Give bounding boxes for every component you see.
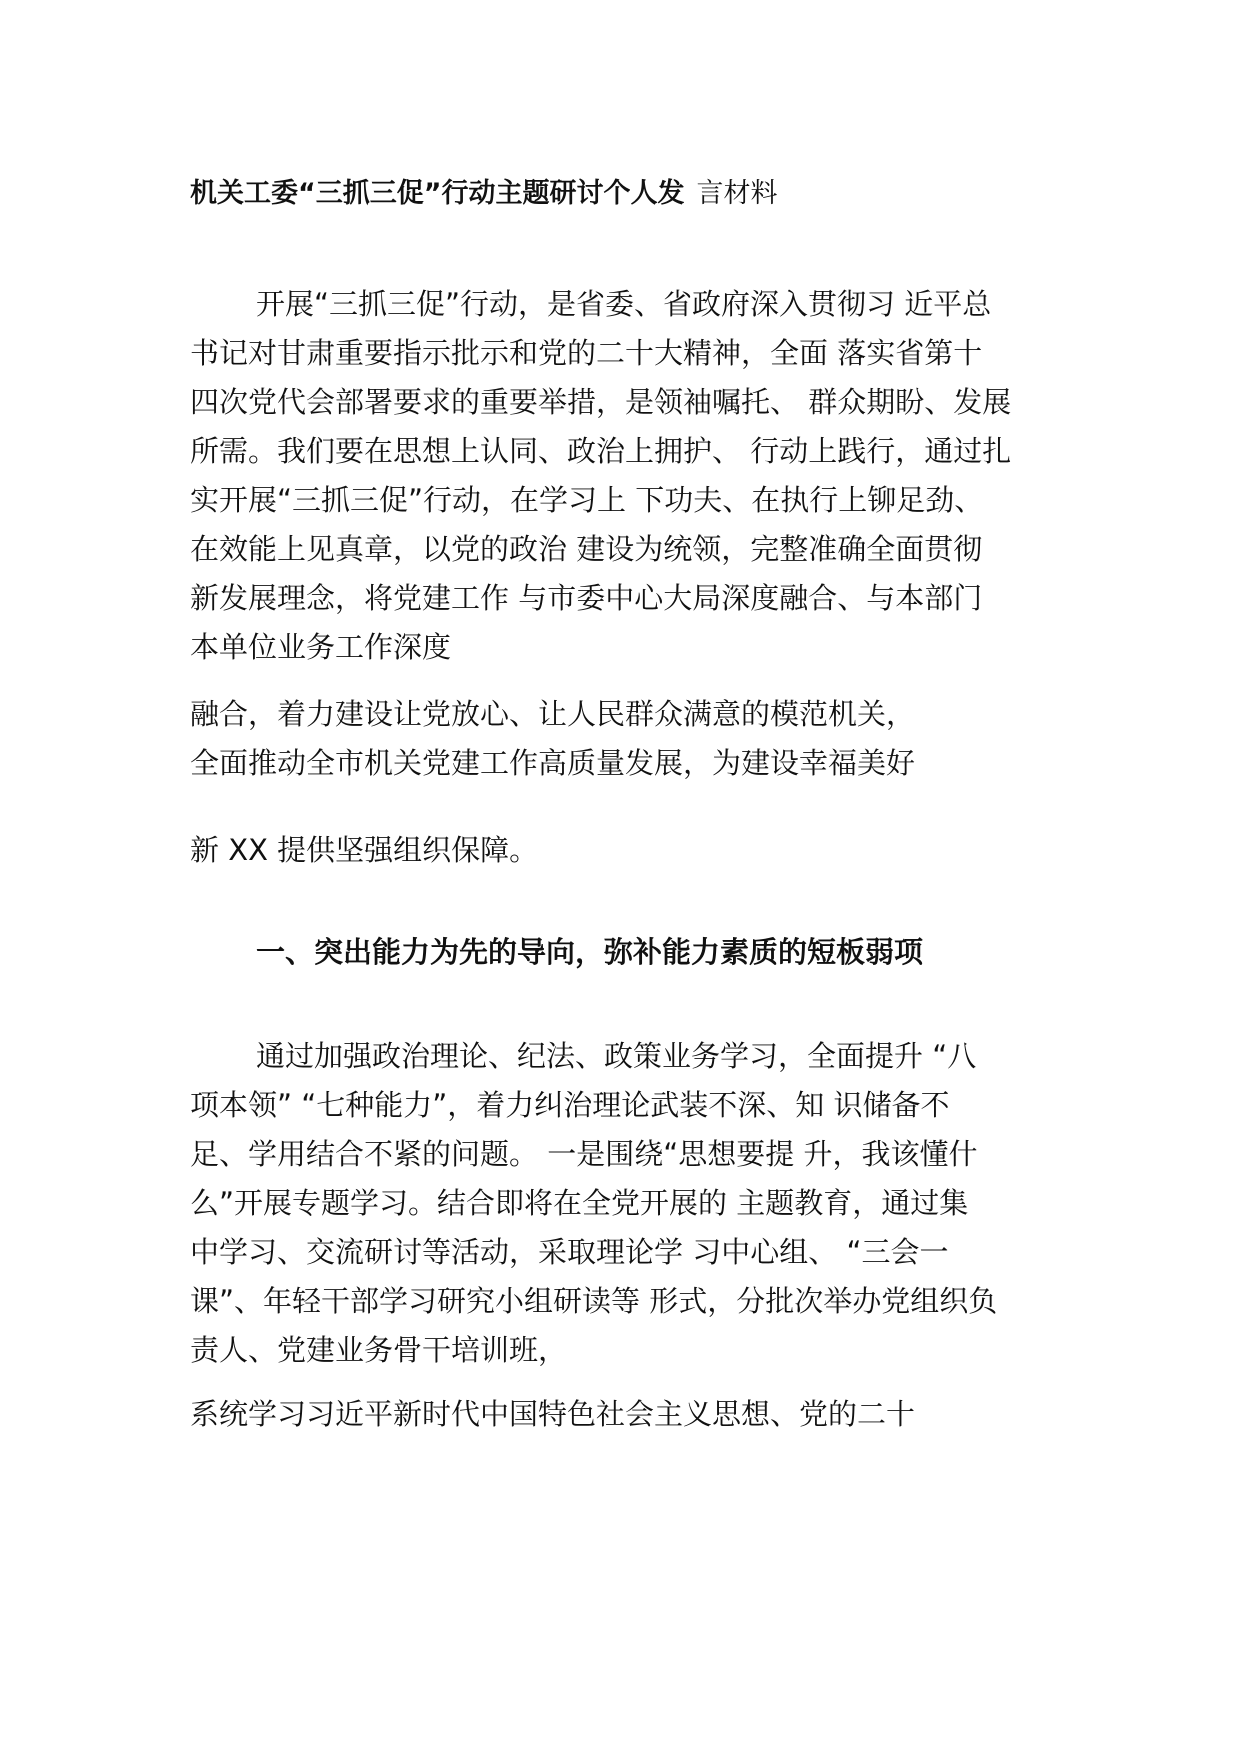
paragraph-line: 项本领” “七种能力”，着力纠治理论武装不深、知 识储备不 <box>190 1088 950 1122</box>
paragraph-line: 在效能上见真章，以党的政治 建设为统领，完整准确全面贯彻 <box>190 532 983 566</box>
paragraph-line: 所需。我们要在思想上认同、政治上拥护、 行动上践行，通过扎 <box>190 434 1012 468</box>
paragraph-line: 通过加强政治理论、纪法、政策业务学习，全面提升 “八 <box>256 1039 977 1073</box>
paragraph-line: 开展“三抓三促”行动，是省委、省政府深入贯彻习 近平总 <box>256 287 992 321</box>
paragraph-line: 新发展理念，将党建工作 与市委中心大局深度融合、与本部门 <box>190 581 983 615</box>
paragraph-line: 足、学用结合不紧的问题。 一是围绕“思想要提 升，我该懂什 <box>190 1137 978 1171</box>
paragraph-section-1 <box>190 1032 997 1375</box>
section-heading-1: 一、突出能力为先的导向，弥补能力素质的短板弱项 <box>256 935 924 969</box>
paragraph-line: 书记对甘肃重要指示批示和党的二十大精神，全面 落实省第十 <box>190 336 983 370</box>
paragraph-line: 本单位业务工作深度 <box>190 630 452 664</box>
paragraph-line: 融合，着力建设让党放心、让人民群众满意的模范机关， <box>190 697 916 731</box>
paragraph-line: 全面推动全市机关党建工作高质量发展，为建设幸福美好 <box>190 746 916 780</box>
paragraph-line: 实开展“三抓三促”行动，在学习上 下功夫、在执行上铆足劲、 <box>190 483 984 517</box>
paragraph-closing <box>190 826 538 875</box>
paragraph-line: 系统学习习近平新时代中国特色社会主义思想、党的二十 <box>190 1397 916 1431</box>
paragraph-continuation <box>190 690 915 788</box>
paragraph-line: 课”、年轻干部学习研究小组研读等 形式，分批次举办党组织负 <box>190 1284 998 1318</box>
title-bold-part: 机关工委“三抓三促”行动主题研讨个人发 <box>190 178 685 209</box>
paragraph-intro <box>190 280 1011 672</box>
paragraph-line: 四次党代会部署要求的重要举措，是领袖嘱托、 群众期盼、发展 <box>190 385 1012 419</box>
paragraph-line: 么”开展专题学习。结合即将在全党开展的 主题教育，通过集 <box>190 1186 969 1220</box>
paragraph-line: 责人、党建业务骨干培训班， <box>190 1333 568 1367</box>
paragraph-line: 中学习、交流研讨等活动，采取理论学 习中心组、 “三会一 <box>190 1235 949 1269</box>
paragraph-last <box>190 1390 915 1439</box>
title-plain-part: 言材料 <box>696 178 778 209</box>
paragraph-line: 新 XX 提供坚强组织保障。 <box>190 833 539 867</box>
document-title <box>190 174 778 214</box>
